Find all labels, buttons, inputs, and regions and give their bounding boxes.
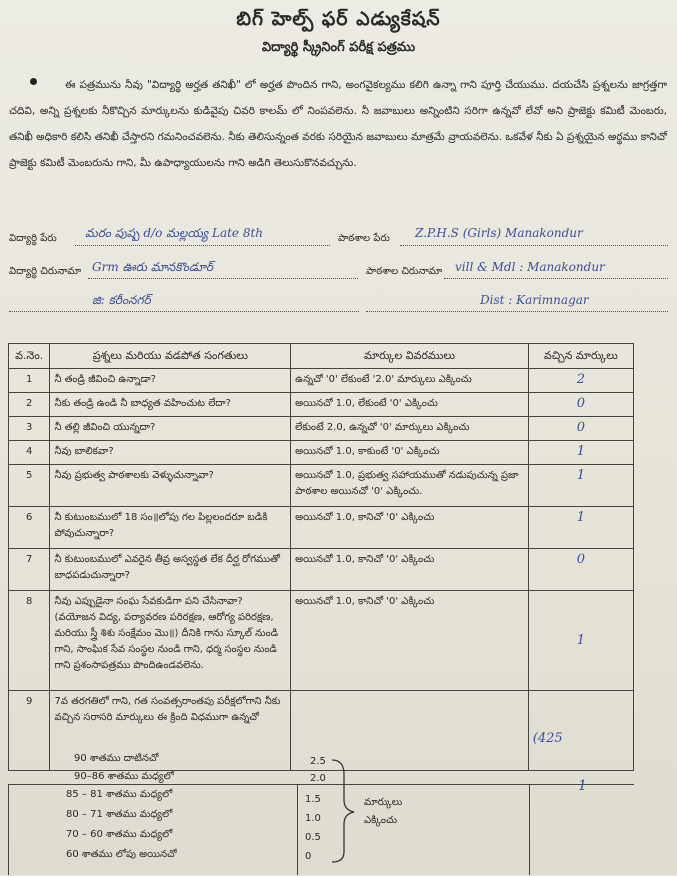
band-mark: 0.5 <box>305 832 321 843</box>
row-marks-rule: అయినచో 1.0, కాకుంటే '0' ఎక్కించు <box>291 441 529 465</box>
row-question: నీ తల్లి జీవించి యున్నదా? <box>50 417 291 441</box>
district-value-2[interactable]: Dist : Karimnagar <box>480 293 589 307</box>
school-value[interactable]: Z.P.H.S (Girls) Manakondur <box>415 226 583 240</box>
band-mark: 2.5 <box>310 756 326 767</box>
band-mark: 2.0 <box>310 773 326 784</box>
row-number: 4 <box>9 441 50 465</box>
row-number: 9 <box>9 691 50 771</box>
band-item: 90–86 శాతము మధ్యలో <box>74 771 174 782</box>
row-obtained-marks[interactable]: 0 <box>528 417 633 441</box>
address-label: విద్యార్థి చిరునామా <box>9 266 82 277</box>
table-row <box>9 369 634 393</box>
school-address-line <box>444 278 668 279</box>
district-value[interactable]: జి: కరీంనగర్ <box>92 293 151 307</box>
row-marks-rule: ఉన్నచో '0' లేకుంటే '2.0' మార్కులు ఎక్కించు <box>291 369 529 393</box>
row-obtained-marks[interactable]: 0 <box>528 549 633 591</box>
row-number: 2 <box>9 393 50 417</box>
table-row <box>9 591 634 691</box>
name-label: విద్యార్థి పేరు <box>9 233 57 244</box>
name-line <box>75 245 330 246</box>
document-subtitle: విద్యార్థి స్క్రీనింగ్ పరీక్ష పత్రము <box>261 40 416 55</box>
school-address-line-2 <box>366 311 668 312</box>
row-question: నీవు ఎప్పుడైనా సంఘ సేవకుడిగా పని చేసినావా? (వయోజన విద్య, పర్యావరణ పరిరక్షణ, ఆరోగ్య పరిరక్షణ, మరియు స్త్రీ శిశు సంక్షేమం మొ॥) దీనికి గాను స్కూల్ నుండి గాని, సాంఘిక సేవ సంస్థల నుండి గాని, ధర్మ సంస్థల నుండి గాని ప్రశంసాపత్రము పొందిఉండవలెను. <box>50 591 291 691</box>
school-address-value[interactable]: vill & Mdl : Manakondur <box>455 260 605 274</box>
row-marks-rule: అయినచో 1.0, కానిచో '0' ఎక్కించు <box>291 549 529 591</box>
address-value[interactable]: Grm ఊరు మానకొండూర్ <box>92 260 213 274</box>
lower-right-border <box>529 784 530 875</box>
band-mark: 0 <box>305 851 312 862</box>
band-mark: 1.5 <box>305 794 321 805</box>
row-question: నీ కుటుంబములో 18 సం॥లోపు గల పిల్లలందరూ బడికి పోవుచున్నారా? <box>50 507 291 549</box>
table-row <box>9 465 634 507</box>
row-question: నీ కుటుంబములో ఎవరైన తీవ్ర అస్వస్థత లేక దీర్ఘ రోగముతో బాధపడుచున్నారా? <box>50 549 291 591</box>
row-obtained-marks[interactable]: 1 <box>528 465 633 507</box>
band-item: 85 – 81 శాతము మధ్యలో <box>66 789 173 800</box>
row-question: నీకు తండ్రి ఉండి నీ బాధ్యత వహించుట లేదా? <box>50 393 291 417</box>
row-marks-rule: అయినచో 1.0, ప్రభుత్వ సహాయముతో నడుపుచున్న ప్రజా పాఠశాల అయినచో '0' ఎక్కించు. <box>291 465 529 507</box>
row-number: 7 <box>9 549 50 591</box>
row-marks-rule <box>291 691 529 771</box>
row-question: 7వ తరగతిలో గాని, గత సంవత్సరాంతపు పరీక్షలోగాని నీకు వచ్చిన సరాసరి మార్కులు ఈ క్రింది విధముగా ఉన్నచో <box>50 691 291 771</box>
document-title: బిగ్ హెల్ప్ ఫర్ ఎడ్యుకేషన్ <box>236 8 441 30</box>
school-address-label: పాఠశాల చిరునామా <box>366 266 443 277</box>
band-item: 80 – 71 శాతము మధ్యలో <box>66 809 173 820</box>
header-no: వ.నెం. <box>9 344 50 369</box>
marks-label: ఎక్కించు <box>364 815 398 826</box>
row-obtained-marks[interactable]: (425 <box>528 691 633 771</box>
table-row <box>9 549 634 591</box>
table-row <box>9 393 634 417</box>
name-value[interactable]: మరం పుష్ప d/o మల్లయ్య Late 8th <box>85 226 264 240</box>
header-obtained: వచ్చిన మార్కులు <box>528 344 633 369</box>
row-question: నీవు బాలికవా? <box>50 441 291 465</box>
instructions-paragraph: ఈ పత్రమును నీవు "విద్యార్థి అర్హత తనిఖీ" లో అర్హత పొందిన గాని, అంగవైకల్యము కలిగి ఉన్నా గాని పూర్తి చేయుము. దయచేసి ప్రశ్నలను జాగ్రత్తగా చదివి, అన్ని ప్రశ్నలకు నీకొచ్చిన మార్కులను కుడివైపు చివరి కాలమ్ లో నింపవలెను. నీ జవాబులు అన్నింటిని సరిగా ఉన్నవో లేవో అని ప్రాజెక్టు కమిటీ మెంబరు, తనిఖీ అధికారి కలిసి తనిఖీ చేస్తారని గమనించవలెను. నీకు తెలిసున్నంత వరకు సరియైన జవాబులు మాత్రమే వ్రాయవలెను. ఒకవేళ నీకు ఏ ప్రశ్నయైన అర్థము కానిచో ప్రాజెక్టు కమిటీ మెంబరును గాని, మీ ఉపాధ్యాయులను గాని అడిగి తెలుసుకొనవచ్చును. <box>9 79 667 169</box>
row-number: 1 <box>9 369 50 393</box>
table-header-row <box>9 344 634 369</box>
marks-label: మార్కులు <box>364 797 403 808</box>
row9-extra-answer[interactable]: 1 <box>578 778 587 794</box>
row-obtained-marks[interactable]: 1 <box>528 507 633 549</box>
row-obtained-marks[interactable]: 2 <box>528 369 633 393</box>
table-row <box>9 441 634 465</box>
screening-table <box>8 343 634 771</box>
band-item: 60 శాతము లోపు అయినచో <box>66 849 177 860</box>
row-marks-rule: అయినచో 1.0, కానిచో '0' ఎక్కించు <box>291 507 529 549</box>
row-question: నీ తండ్రి జీవించి ఉన్నాడా? <box>50 369 291 393</box>
row-question: నీవు ప్రభుత్వ పాఠశాలకు వెళ్ళుచున్నావా? <box>50 465 291 507</box>
row-number: 3 <box>9 417 50 441</box>
row-number: 5 <box>9 465 50 507</box>
header-marks: మార్కుల వివరములు <box>291 344 529 369</box>
table-row <box>9 507 634 549</box>
row-marks-rule: లేకుంటే 2.0, ఉన్నచో '0' మార్కులు ఎక్కించు <box>291 417 529 441</box>
lower-mid-border <box>297 784 298 875</box>
row-obtained-marks[interactable]: 1 <box>528 441 633 465</box>
curly-brace-icon <box>330 756 360 866</box>
row-obtained-marks[interactable]: 0 <box>528 393 633 417</box>
row-marks-rule: అయినచో 1.0, లేకుంటే '0' ఎక్కించు <box>291 393 529 417</box>
band-mark: 1.0 <box>305 813 321 824</box>
band-item: 90 శాతము దాటినచో <box>74 753 159 764</box>
header-question: ప్రశ్నలు మరియు వడపోత సంగతులు <box>50 344 291 369</box>
row-obtained-marks[interactable]: 1 <box>528 591 633 691</box>
address-line <box>88 278 358 279</box>
lower-left-border <box>8 784 9 875</box>
address-line-2 <box>9 311 359 312</box>
table-row <box>9 417 634 441</box>
row-number: 8 <box>9 591 50 691</box>
band-item: 70 – 60 శాతము మధ్యలో <box>66 829 173 840</box>
row-number: 6 <box>9 507 50 549</box>
school-line <box>400 245 668 246</box>
school-label: పాఠశాల పేరు <box>338 233 390 244</box>
row-marks-rule: అయినచో 1.0, కానిచో '0' ఎక్కించు <box>291 591 529 691</box>
